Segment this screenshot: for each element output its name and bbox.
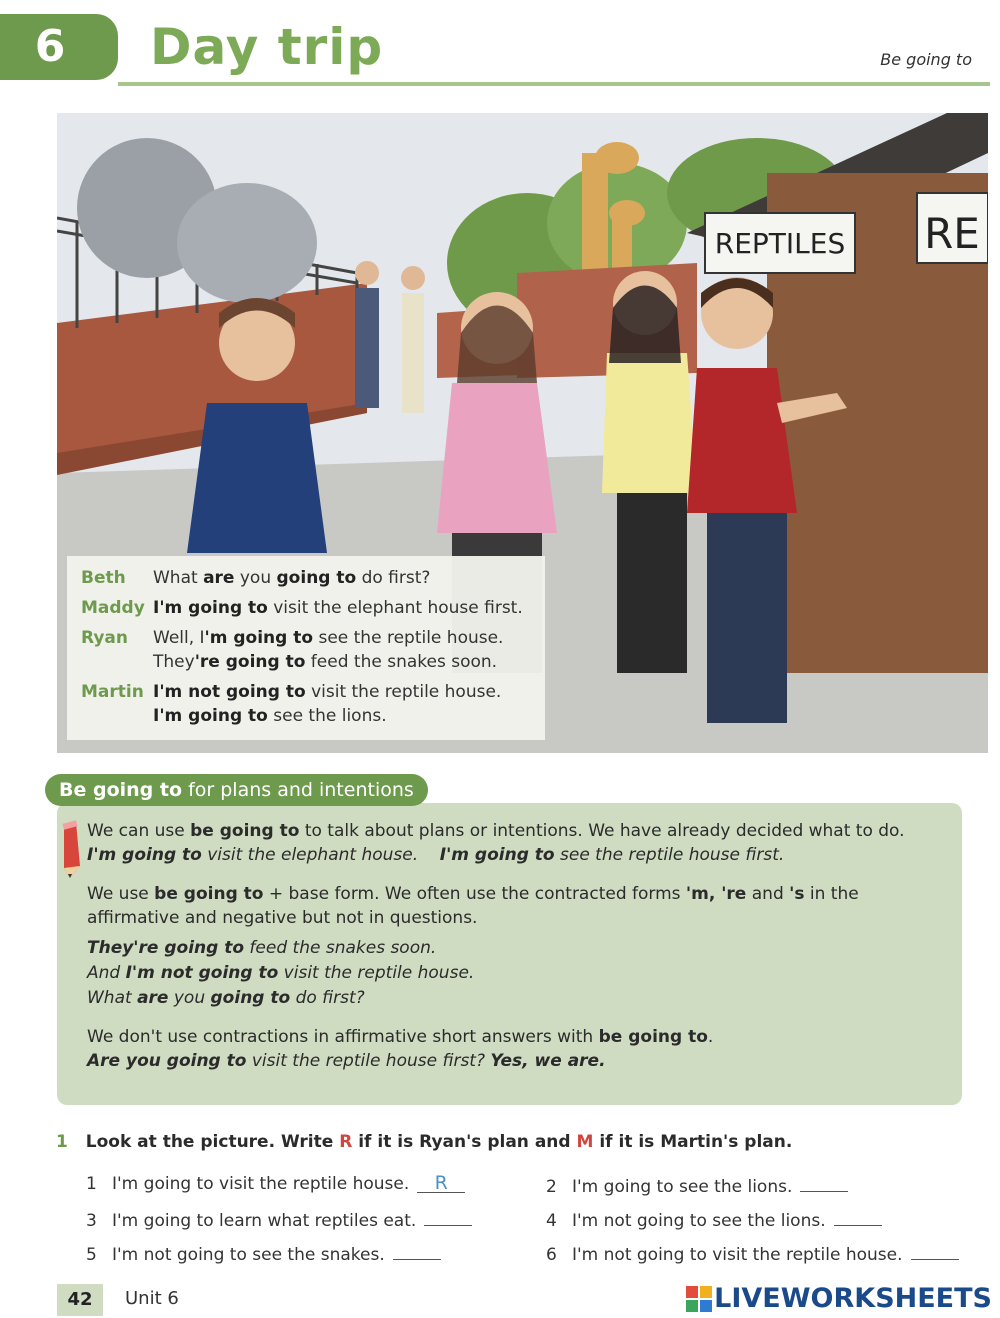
answer-blank[interactable] xyxy=(834,1208,882,1226)
item-text: I'm not going to see the snakes. xyxy=(112,1245,385,1265)
speaker-lines: Well, I'm going to see the reptile house. They're going to feed the snakes soon. xyxy=(153,628,504,672)
grammar-heading xyxy=(45,774,428,806)
exercise-item xyxy=(546,1208,882,1231)
dialogue-line xyxy=(81,566,531,590)
instruction-text: if it is Ryan's plan and xyxy=(358,1132,571,1152)
large-sign: RE xyxy=(924,209,980,258)
item-text: I'm going to visit the reptile house. xyxy=(112,1174,410,1194)
letter-r: R xyxy=(339,1132,353,1152)
exercise-instruction xyxy=(56,1132,792,1152)
grammar-rule-1: We can use be going to to talk about plans or intentions. We have already decided what to do. xyxy=(87,821,905,841)
instruction-text: Look at the picture. Write xyxy=(85,1132,334,1152)
item-text: I'm not going to see the lions. xyxy=(572,1211,826,1231)
item-number: 6 xyxy=(546,1245,557,1265)
item-text: I'm going to see the lions. xyxy=(572,1177,793,1197)
speaker-name: Maddy xyxy=(81,598,145,618)
item-number: 3 xyxy=(86,1211,97,1231)
grammar-example-1: I'm going to visit the elephant house. I'm going to see the reptile house first. xyxy=(87,845,785,865)
item-number: 5 xyxy=(86,1245,97,1265)
exercise-item xyxy=(546,1174,848,1197)
item-number: 1 xyxy=(86,1174,97,1194)
answer-blank[interactable]: R xyxy=(417,1175,465,1193)
grammar-heading-bold: Be going to xyxy=(59,779,183,801)
answer-blank[interactable] xyxy=(911,1242,959,1260)
exercise-item xyxy=(546,1242,959,1265)
brand-logo xyxy=(686,1283,992,1314)
page-title: Day trip xyxy=(150,18,384,76)
item-number: 4 xyxy=(546,1211,557,1231)
dialogue-line xyxy=(81,596,531,620)
reptiles-sign: REPTILES xyxy=(714,227,846,260)
item-number: 2 xyxy=(546,1177,557,1197)
header-divider xyxy=(118,82,990,86)
instruction-text: if it is Martin's plan. xyxy=(599,1132,793,1152)
exercise-number: 1 xyxy=(56,1132,68,1152)
zoo-illustration xyxy=(57,113,988,753)
grammar-example-2c: What are you going to do first? xyxy=(87,988,365,1008)
unit-label: Unit 6 xyxy=(125,1288,179,1309)
speaker-lines: I'm not going to visit the reptile house. I'm going to see the lions. xyxy=(153,682,502,726)
grammar-example-2a: They're going to feed the snakes soon. xyxy=(87,938,437,958)
grammar-heading-rest: for plans and intentions xyxy=(188,779,414,801)
answer-blank[interactable] xyxy=(393,1242,441,1260)
grammar-example-3: Are you going to visit the reptile house first? Yes, we are. xyxy=(87,1051,606,1071)
exercise-item xyxy=(86,1174,465,1194)
item-text: I'm not going to visit the reptile house. xyxy=(572,1245,903,1265)
grammar-tag: Be going to xyxy=(880,50,972,69)
page-number: 42 xyxy=(67,1289,93,1310)
answer-blank[interactable] xyxy=(800,1174,848,1192)
dialogue-line xyxy=(81,626,531,674)
dialogue-box xyxy=(67,556,545,740)
letter-m: M xyxy=(576,1132,594,1152)
speaker-name: Beth xyxy=(81,568,126,588)
speaker-name: Martin xyxy=(81,682,144,702)
grammar-box xyxy=(57,803,962,1105)
grammar-rule-3: We don't use contractions in affirmative short answers with be going to. xyxy=(87,1027,714,1047)
item-text: I'm going to learn what reptiles eat. xyxy=(112,1211,417,1231)
speaker-lines: What are you going to do first? xyxy=(153,568,431,588)
brand-name: LIVEWORKSHEETS xyxy=(714,1283,992,1314)
exercise-item xyxy=(86,1208,472,1231)
grammar-rule-2: We use be going to + base form. We often use the contracted forms 'm, 're and 's in the affirmative and negative but not in questions. xyxy=(87,884,859,928)
unit-number: 6 xyxy=(34,21,66,72)
speaker-name: Ryan xyxy=(81,628,128,648)
answer-blank[interactable] xyxy=(424,1208,472,1226)
pencil-icon xyxy=(58,820,84,880)
speaker-lines: I'm going to visit the elephant house first. xyxy=(153,598,523,618)
grammar-example-2b: And I'm not going to visit the reptile house. xyxy=(87,963,475,983)
brand-grid-icon xyxy=(686,1286,712,1312)
dialogue-line xyxy=(81,680,531,728)
exercise-item xyxy=(86,1242,441,1265)
